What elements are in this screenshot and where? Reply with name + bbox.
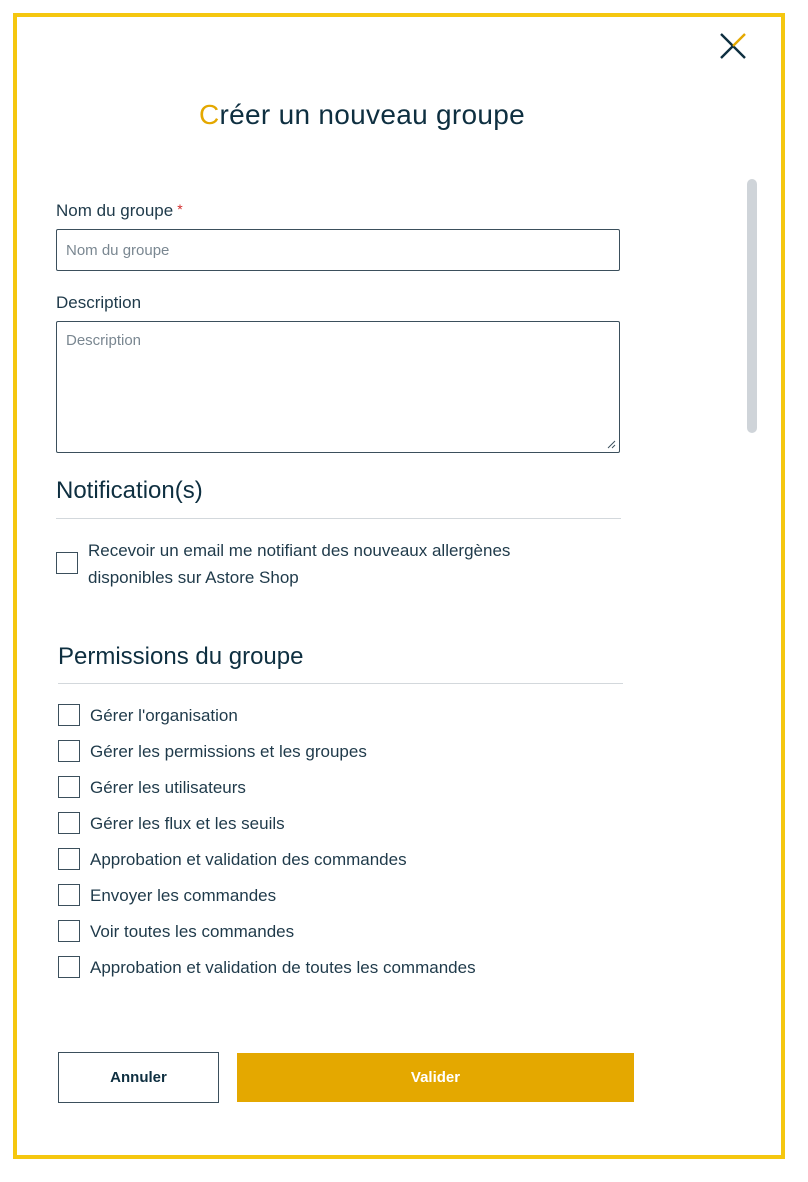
notification-label: Recevoir un email me notifiant des nouveaux allergènes disponibles sur Astore Shop	[88, 541, 511, 587]
submit-button[interactable]: Valider	[237, 1053, 634, 1102]
close-button[interactable]	[717, 30, 749, 62]
description-label: Description	[56, 293, 142, 312]
required-mark: *	[177, 201, 183, 217]
group-name-label: Nom du groupe *	[56, 201, 183, 220]
create-group-modal	[13, 13, 785, 1159]
permission-checkbox-manage-organisation[interactable]	[58, 704, 80, 726]
permission-checkbox-view-all-orders[interactable]	[58, 920, 80, 942]
group-name-input[interactable]	[56, 229, 620, 271]
permission-label: Envoyer les commandes	[90, 886, 277, 905]
permissions-divider	[58, 683, 623, 684]
close-icon	[717, 30, 749, 62]
notification-checkbox[interactable]	[56, 552, 78, 574]
permissions-title: Permissions du groupe	[58, 643, 304, 670]
permission-label: Approbation et validation de toutes les commandes	[90, 958, 476, 977]
permission-label: Approbation et validation des commandes	[90, 850, 407, 869]
permission-checkbox-manage-permissions-groups[interactable]	[58, 740, 80, 762]
modal-title: Créer un nouveau groupe	[198, 99, 526, 130]
notifications-title: Notification(s)	[56, 477, 203, 504]
permission-checkbox-manage-flows-thresholds[interactable]	[58, 812, 80, 834]
permission-checkbox-send-orders[interactable]	[58, 884, 80, 906]
scrollbar-thumb[interactable]	[747, 179, 757, 433]
permission-checkbox-approve-all-orders[interactable]	[58, 956, 80, 978]
permission-checkbox-approve-orders[interactable]	[58, 848, 80, 870]
permission-label: Gérer les utilisateurs	[90, 778, 246, 797]
permission-label: Gérer les flux et les seuils	[90, 814, 285, 833]
permission-checkbox-manage-users[interactable]	[58, 776, 80, 798]
permission-label: Voir toutes les commandes	[90, 922, 295, 941]
cancel-button[interactable]: Annuler	[58, 1052, 219, 1103]
permission-label: Gérer l'organisation	[90, 706, 238, 725]
notifications-divider	[56, 518, 621, 519]
description-textarea[interactable]	[56, 321, 620, 453]
permission-label: Gérer les permissions et les groupes	[90, 742, 367, 761]
resize-grip-icon[interactable]	[606, 439, 616, 449]
